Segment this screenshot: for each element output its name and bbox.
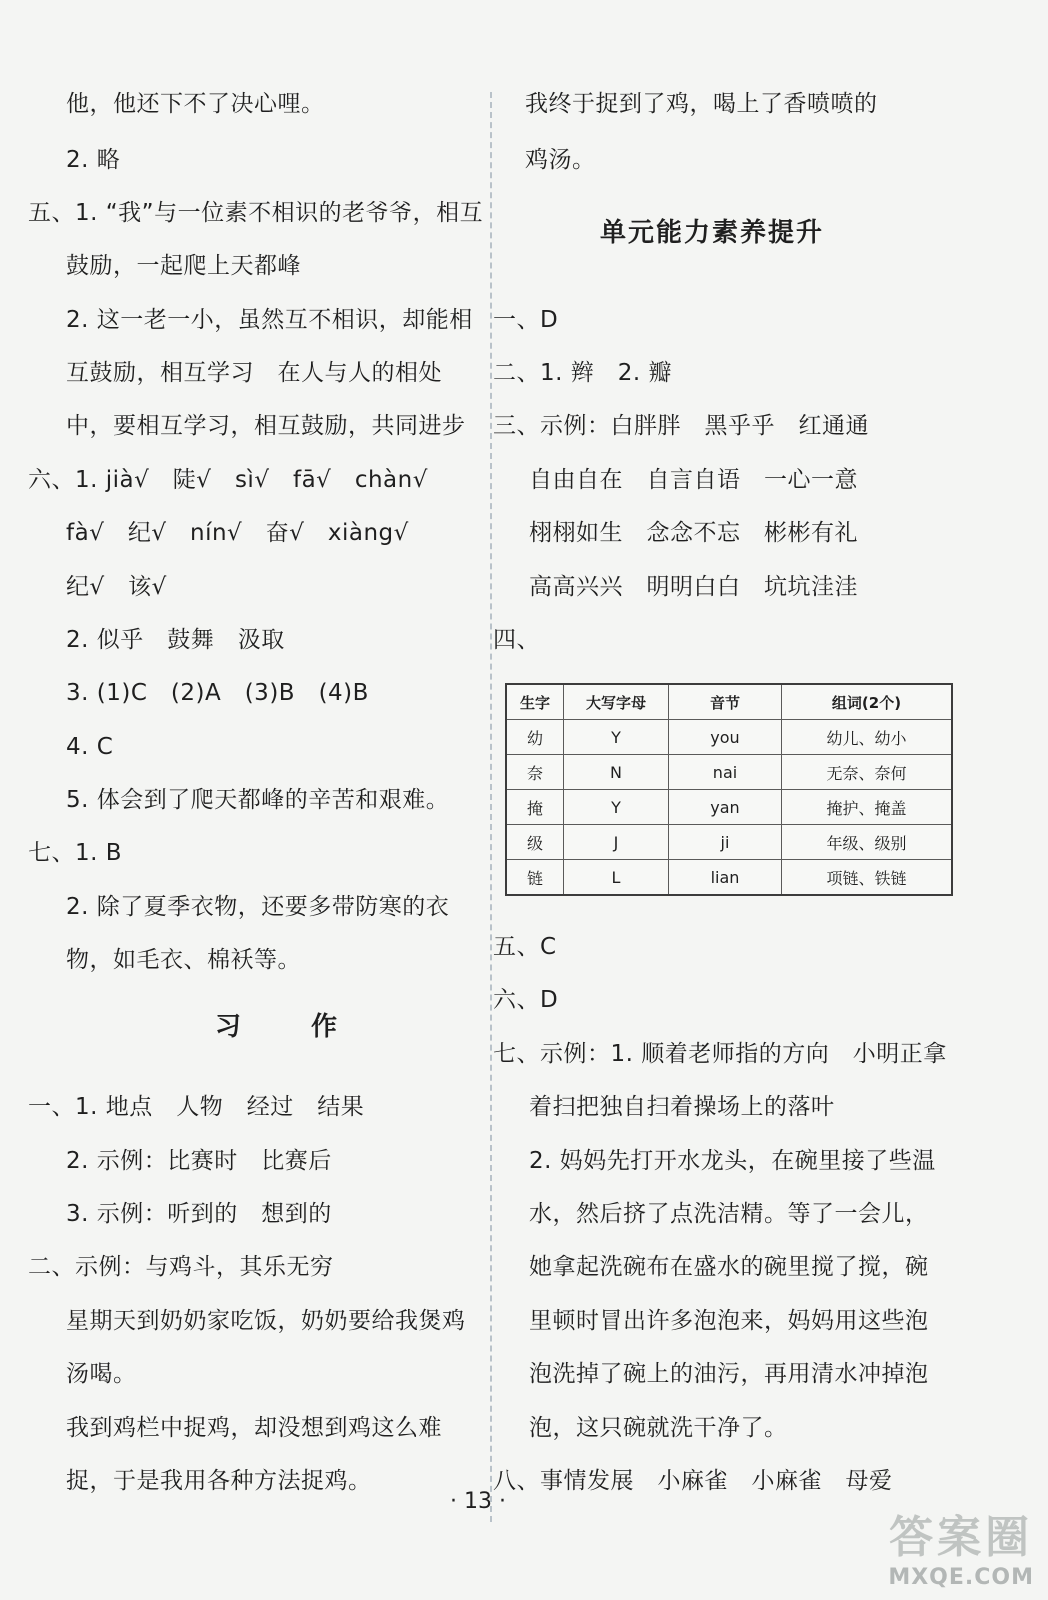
right-line: 七、示例：1. 顺着老师指的方向 小明正拿 xyxy=(493,1041,947,1067)
right-line: 栩栩如生 念念不忘 彬彬有礼 xyxy=(529,520,858,546)
table-cell: 链 xyxy=(506,860,564,896)
column-divider xyxy=(490,92,492,1522)
table-row xyxy=(506,860,952,896)
table-cell: 掩 xyxy=(506,790,564,825)
table-header-cell: 大写字母 xyxy=(564,684,669,720)
table-cell: 奈 xyxy=(506,755,564,790)
right-line: 高高兴兴 明明白白 坑坑洼洼 xyxy=(529,574,858,600)
watermark-logo: 答案圈 xyxy=(889,1512,1034,1563)
right-line: 她拿起洗碗布在盛水的碗里搅了搅，碗 xyxy=(529,1254,929,1280)
table-header-cell: 组词(2个) xyxy=(782,684,953,720)
table-row xyxy=(506,825,952,860)
table-cell: yan xyxy=(669,790,782,825)
left-line: 汤喝。 xyxy=(66,1361,137,1387)
table-cell: 幼 xyxy=(506,720,564,755)
section-heading-writing: 习 作 xyxy=(215,1012,360,1042)
table-cell: J xyxy=(564,825,669,860)
section-heading-unit-ability: 单元能力素养提升 xyxy=(600,218,825,248)
right-line: 泡，这只碗就洗干净了。 xyxy=(529,1415,788,1441)
table-cell: 年级、级别 xyxy=(782,825,953,860)
left-line: 二、示例：与鸡斗，其乐无穷 xyxy=(28,1254,334,1280)
left-line: 5. 体会到了爬天都峰的辛苦和艰难。 xyxy=(66,787,450,813)
left-line: fà√ 纪√ nín√ 奋√ xiàng√ xyxy=(66,520,409,546)
right-line: 二、1. 辫 2. 瓣 xyxy=(493,360,673,386)
left-line: 我到鸡栏中捉鸡，却没想到鸡这么难 xyxy=(66,1415,442,1441)
left-line: 物，如毛衣、棉袄等。 xyxy=(66,947,301,973)
left-line: 五、1. “我”与一位素不相识的老爷爷，相互 xyxy=(28,200,484,226)
page-number: · 13 · xyxy=(450,1489,506,1514)
table-cell: 幼儿、幼小 xyxy=(782,720,953,755)
right-line: 着扫把独自扫着操场上的落叶 xyxy=(529,1094,835,1120)
table-cell: lian xyxy=(669,860,782,896)
left-line: 六、1. jià√ 陡√ sì√ fā√ chàn√ xyxy=(28,467,428,493)
watermark xyxy=(888,1501,1034,1590)
right-line: 自由自在 自言自语 一心一意 xyxy=(529,467,858,493)
left-line: 2. 略 xyxy=(66,147,121,173)
right-line: 泡洗掉了碗上的油污，再用清水冲掉泡 xyxy=(529,1361,929,1387)
table-cell: 级 xyxy=(506,825,564,860)
table-cell: nai xyxy=(669,755,782,790)
table-cell: 项链、铁链 xyxy=(782,860,953,896)
table-cell: ji xyxy=(669,825,782,860)
left-line: 互鼓励，相互学习 在人与人的相处 xyxy=(66,360,442,386)
right-line: 四、 xyxy=(493,627,540,653)
left-line: 他，他还下不了决心哩。 xyxy=(66,91,325,117)
right-line: 水，然后挤了点洗洁精。等了一会儿， xyxy=(529,1201,929,1227)
table-cell: L xyxy=(564,860,669,896)
right-line: 六、D xyxy=(493,987,559,1013)
left-line: 3. 示例：听到的 想到的 xyxy=(66,1201,332,1227)
table-row xyxy=(506,755,952,790)
table-body xyxy=(506,720,952,896)
left-line: 2. 似乎 鼓舞 汲取 xyxy=(66,627,285,653)
left-line: 2. 除了夏季衣物，还要多带防寒的衣 xyxy=(66,894,450,920)
right-line: 三、示例：白胖胖 黑乎乎 红通通 xyxy=(493,413,869,439)
right-line: 我终于捉到了鸡，喝上了香喷喷的 xyxy=(525,91,878,117)
table-cell: 无奈、奈何 xyxy=(782,755,953,790)
right-line: 八、事情发展 小麻雀 小麻雀 母爱 xyxy=(493,1468,893,1494)
watermark-url: MXQE.COM xyxy=(888,1565,1034,1590)
answer-table xyxy=(505,683,953,896)
table-cell: Y xyxy=(564,790,669,825)
left-line: 一、1. 地点 人物 经过 结果 xyxy=(28,1094,365,1120)
table-header-cell: 生字 xyxy=(506,684,564,720)
left-line: 3. (1)C (2)A (3)B (4)B xyxy=(66,680,369,706)
table-header-row xyxy=(506,684,952,720)
left-line: 4. C xyxy=(66,734,114,760)
table-cell: Y xyxy=(564,720,669,755)
left-line: 2. 示例：比赛时 比赛后 xyxy=(66,1148,332,1174)
right-line: 五、C xyxy=(493,934,557,960)
right-line: 鸡汤。 xyxy=(525,147,596,173)
table-row xyxy=(506,790,952,825)
left-line: 捉，于是我用各种方法捉鸡。 xyxy=(66,1468,372,1494)
left-line: 纪√ 该√ xyxy=(66,574,167,600)
table-cell: you xyxy=(669,720,782,755)
left-line: 七、1. B xyxy=(28,840,123,866)
right-line: 2. 妈妈先打开水龙头，在碗里接了些温 xyxy=(529,1148,936,1174)
left-line: 鼓励，一起爬上天都峰 xyxy=(66,253,301,279)
table-header-cell: 音节 xyxy=(669,684,782,720)
left-line: 2. 这一老一小，虽然互不相识，却能相 xyxy=(66,307,473,333)
right-line: 里顿时冒出许多泡泡来，妈妈用这些泡 xyxy=(529,1308,929,1334)
right-line: 一、D xyxy=(493,307,559,333)
table-row xyxy=(506,720,952,755)
left-line: 星期天到奶奶家吃饭，奶奶要给我煲鸡 xyxy=(66,1308,466,1334)
left-line: 中，要相互学习，相互鼓励，共同进步 xyxy=(66,413,466,439)
table-cell: 掩护、掩盖 xyxy=(782,790,953,825)
table-cell: N xyxy=(564,755,669,790)
